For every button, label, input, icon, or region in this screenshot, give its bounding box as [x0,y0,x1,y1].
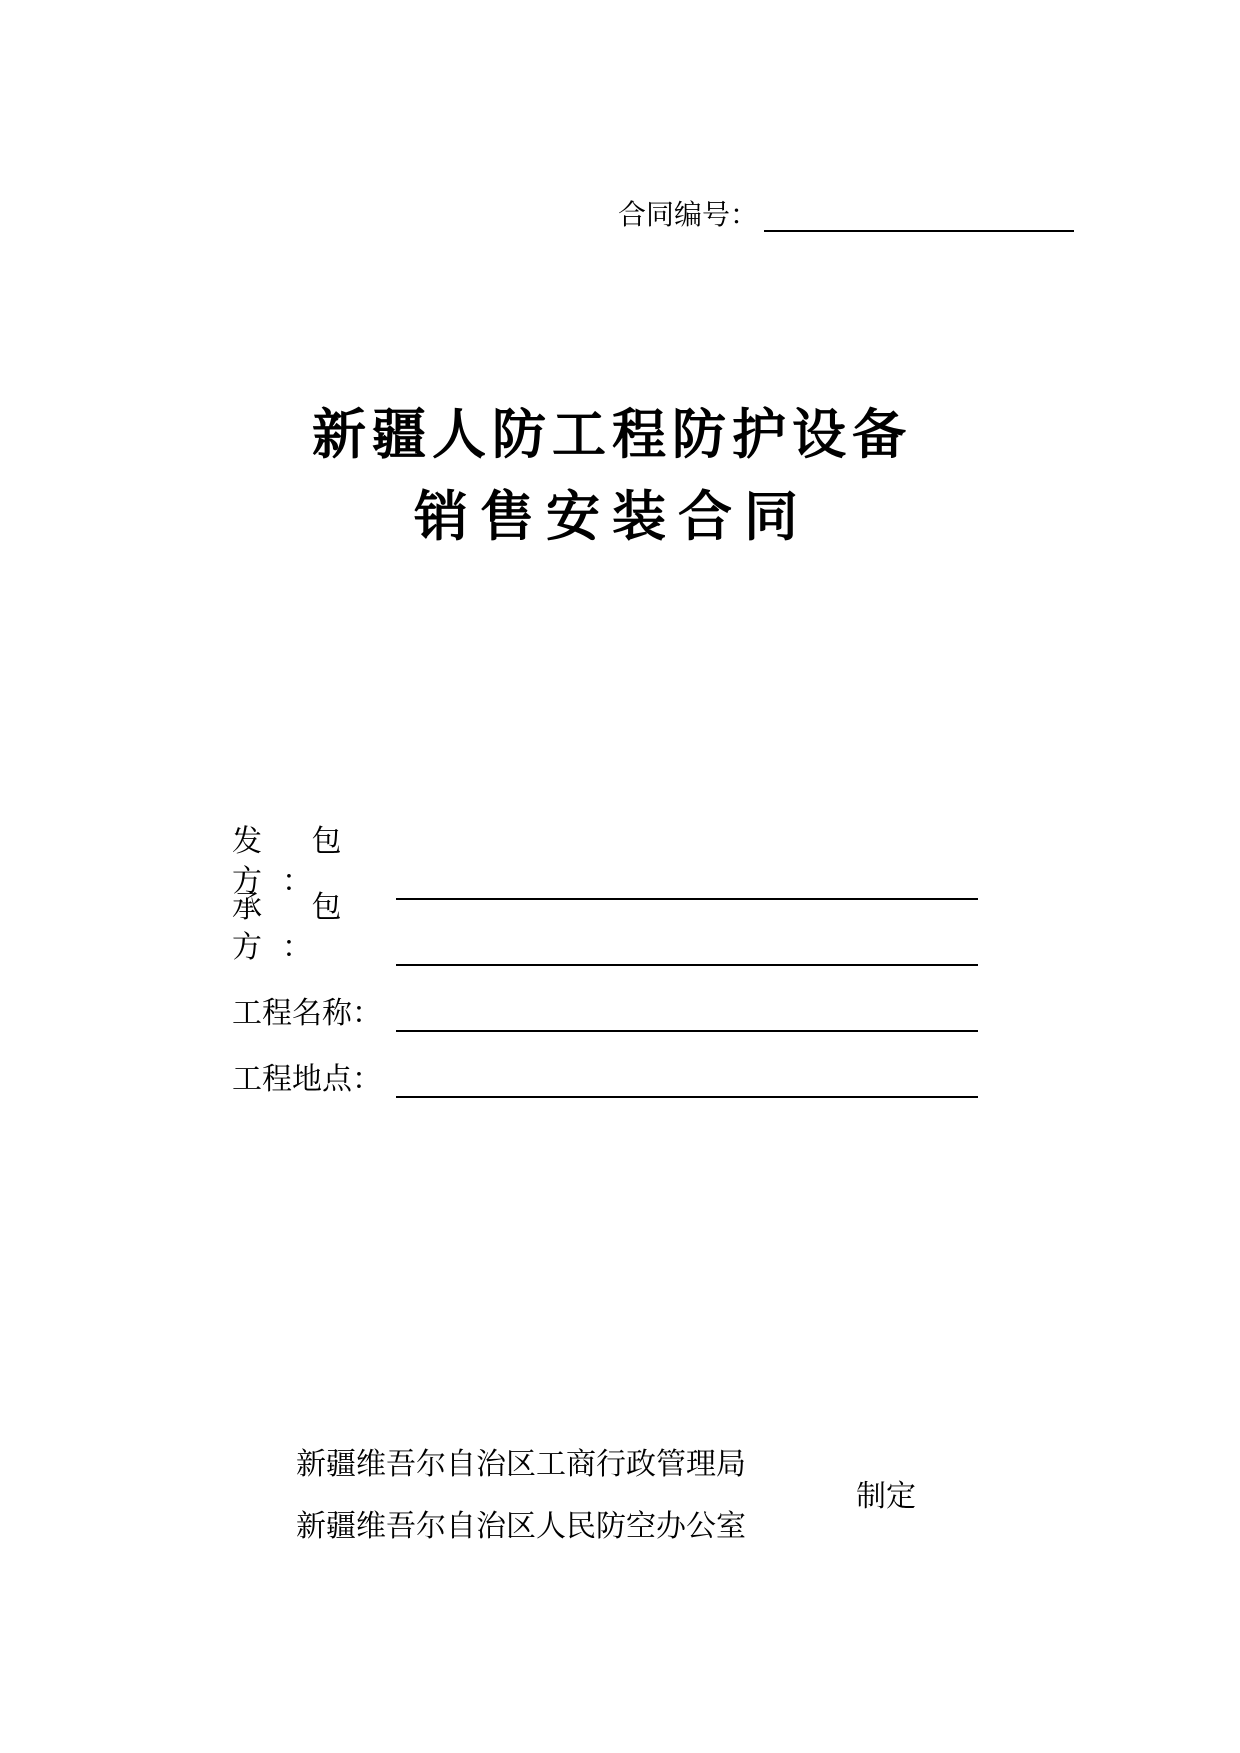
field-project-name-label: 工程名称： [232,996,382,1031]
field-project-location-label: 工程地点： [232,1062,382,1097]
issued-by-label: 制定 [856,1479,916,1514]
contract-number-row [618,198,1074,232]
issuer-aic: 新疆维吾尔自治区工商行政管理局 [296,1447,746,1482]
field-contractor-label: 承 包 方： [232,890,362,965]
document-title-line-2: 销售安装合同 [414,484,810,548]
field-employer-label: 发 包 方： [232,824,362,899]
document-title-line-1: 新疆人防工程防护设备 [312,402,912,466]
field-project-location [232,1038,978,1104]
field-contractor [232,890,978,972]
field-project-name [232,972,978,1038]
issuing-authorities [296,1434,746,1558]
field-employer-blank [396,858,978,900]
contract-number-label: 合同编号： [618,198,759,231]
field-contractor-blank [396,924,978,966]
issuer-civil-air-defense: 新疆维吾尔自治区人民防空办公室 [296,1509,746,1544]
field-project-name-blank [396,990,978,1032]
contract-number-blank [764,200,1074,232]
party-fields [232,824,978,1104]
field-project-location-blank [396,1056,978,1098]
